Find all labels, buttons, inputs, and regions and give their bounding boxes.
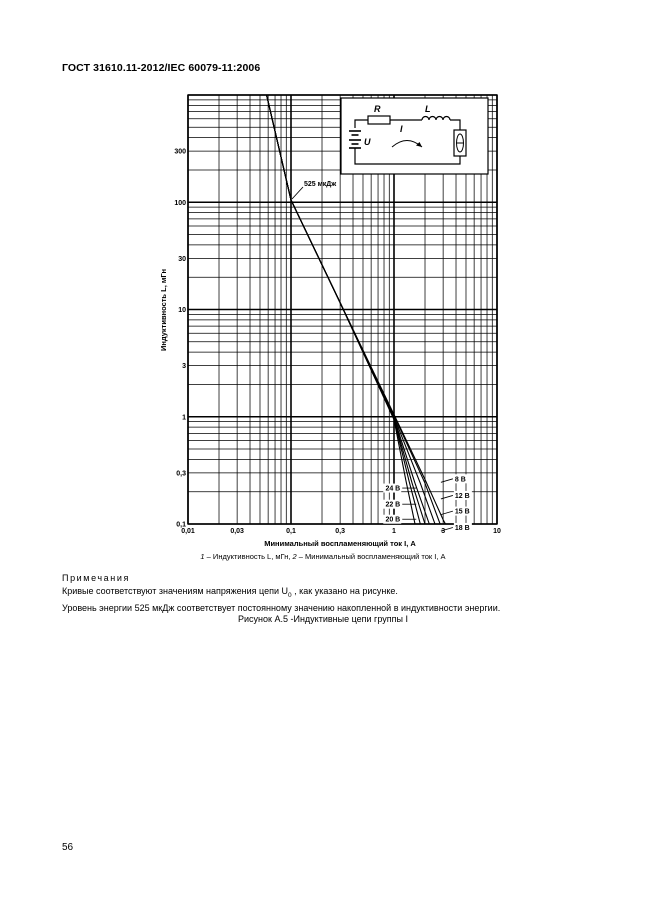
inductor-label: L [425, 104, 431, 114]
resistor-symbol [368, 116, 390, 124]
x-axis-label: Минимальный воспламеняющий ток I, А [264, 539, 416, 548]
energy-leader-line [292, 187, 303, 199]
x-tick-label: 0,03 [230, 528, 244, 535]
figure-caption: Рисунок А.5 -Индуктивные цепи группы I [238, 614, 408, 624]
y-tick-label: 100 [174, 199, 186, 207]
circuit-diagram [341, 98, 488, 174]
y-tick-label: 10 [178, 307, 186, 314]
x-tick-label: 0,3 [335, 528, 346, 535]
curve-label-5: 20 В [385, 516, 401, 524]
x-tick-label: 0,1 [286, 528, 296, 535]
curve-label-3: 15 В [454, 508, 470, 516]
note-line-1-subscript: 0 [288, 591, 292, 599]
legend-text-1: – Индуктивность L, мГн, [204, 552, 293, 561]
document-header: ГОСТ 31610.11-2012/IEC 60079-11:2006 [62, 62, 261, 74]
energy-level-label: 525 мкДж [304, 181, 337, 188]
x-tick-label: 0,01 [181, 528, 195, 535]
energy-annotation [292, 181, 337, 199]
y-tick-label: 3 [182, 363, 186, 371]
x-tick-label: 1 [392, 528, 396, 535]
legend-num-2: 2 [292, 552, 297, 561]
curve-label-1: 8 В [454, 476, 466, 484]
note-line-1-tail: , как указано на рисунке. [291, 586, 398, 596]
current-label: I [400, 124, 403, 134]
curve-label-leader [441, 511, 453, 514]
y-tick-label: 1 [182, 414, 186, 422]
notes-title: Примечания [62, 573, 130, 583]
curve-label-6: 22 В [385, 501, 401, 509]
note-line-1 [62, 585, 500, 602]
x-tick-label: 10 [493, 528, 501, 535]
y-tick-label: 300 [174, 148, 186, 156]
y-tick-label: 0,3 [176, 470, 186, 478]
y-tick-label: 0,1 [176, 521, 186, 529]
curve-label-4: 18 В [454, 524, 470, 532]
curve-label-7: 24 В [385, 485, 401, 493]
note-line-1-text: Кривые соответствуют значениям напряжения цепи U [62, 586, 288, 596]
notes-block [62, 572, 500, 615]
x-tick-label: 3 [441, 528, 446, 535]
note-line-2: Уровень энергии 525 мкДж соответствует постоянному значению накопленной в индуктивности энергии. [62, 602, 501, 613]
y-tick-label: 30 [178, 255, 186, 263]
legend-num-1: 1 [200, 552, 205, 561]
curve-label-2: 12 В [454, 492, 470, 500]
axis-legend-line [0, 552, 646, 561]
voltage-label: U [364, 137, 371, 147]
curve-label-leader [441, 495, 453, 499]
curve-label-leader [441, 479, 453, 483]
legend-text-2: – Минимальный воспламеняющий ток I, А [296, 552, 446, 561]
page-number: 56 [62, 842, 74, 853]
resistor-label: R [374, 104, 381, 114]
y-axis-label: Индуктивность L, мГн [159, 268, 168, 352]
